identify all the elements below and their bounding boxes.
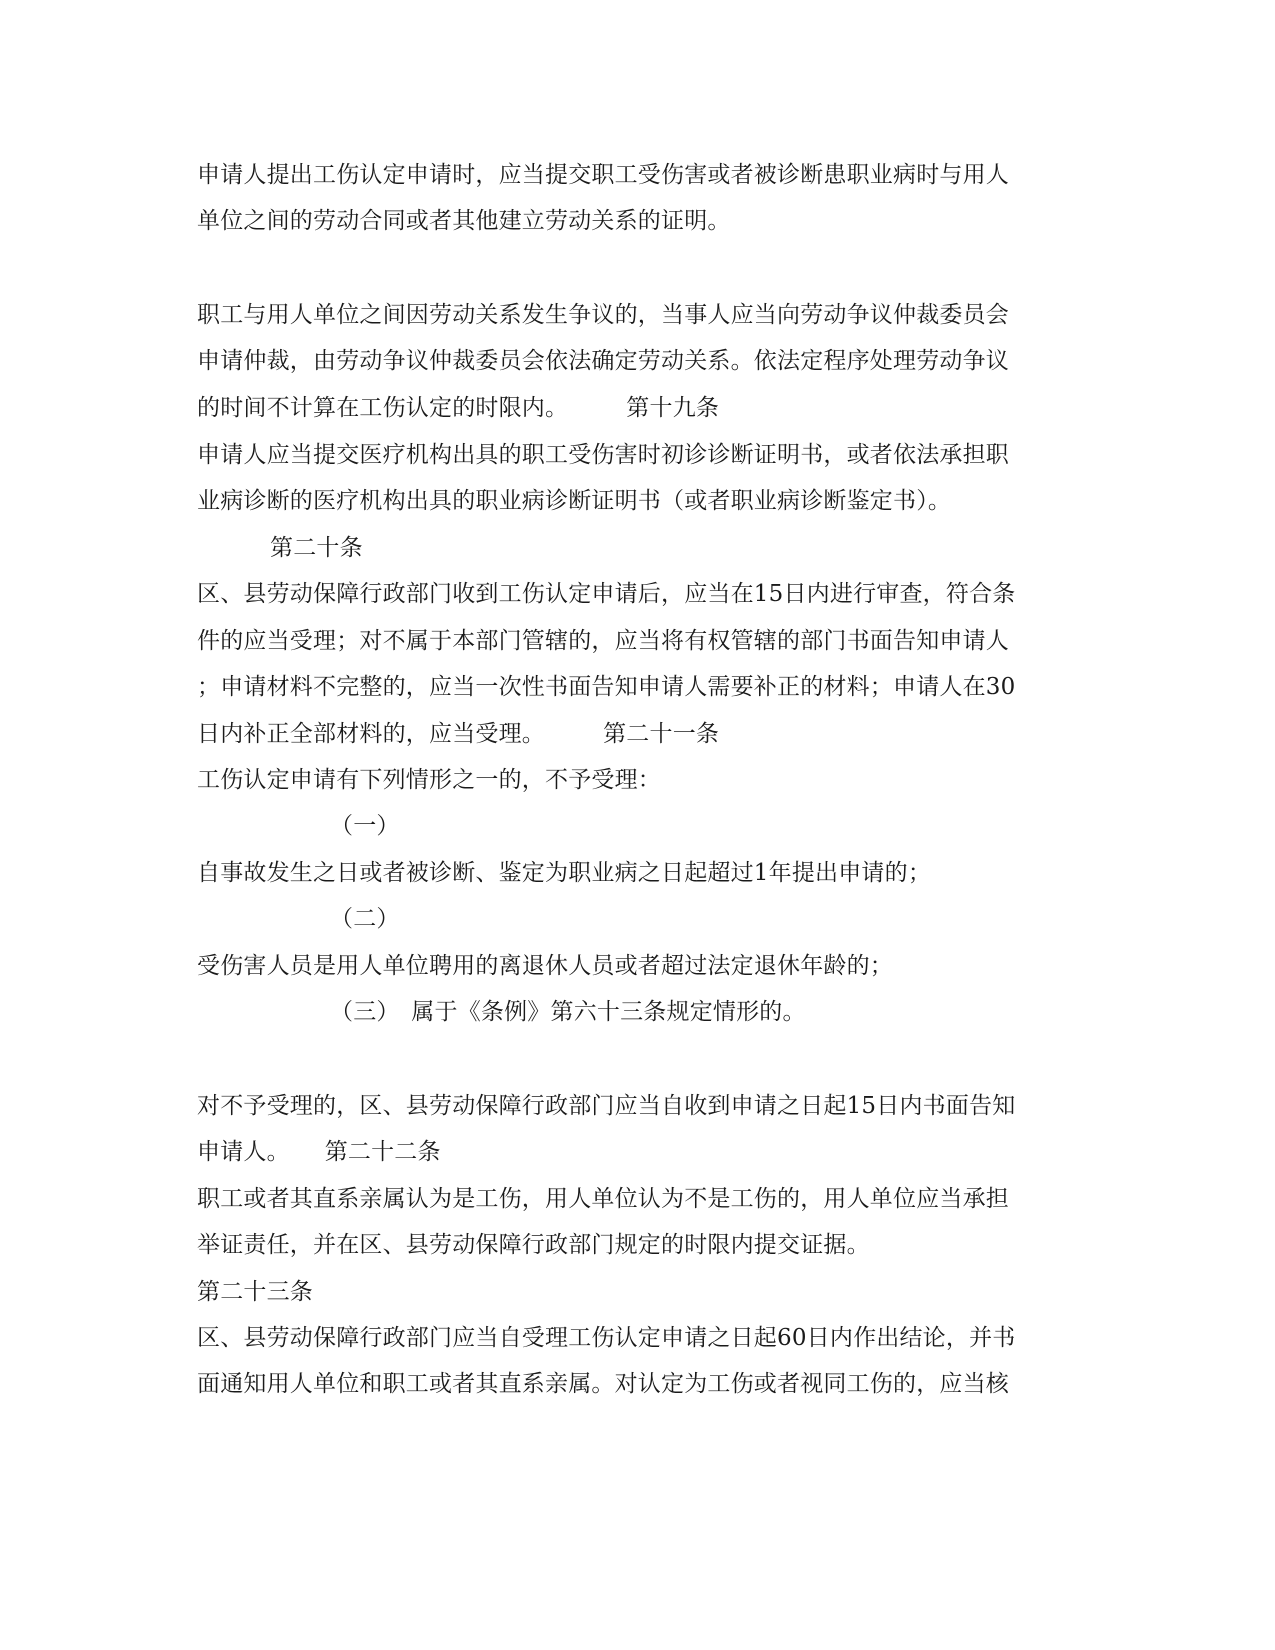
text-line: ；申请材料不完整的，应当一次性书面告知申请人需要补正的材料；申请人在30 [197, 674, 1016, 700]
text-line: 区、县劳动保障行政部门收到工伤认定申请后，应当在15日内进行审查，符合条 [197, 581, 1016, 607]
text-line: 举证责任，并在区、县劳动保障行政部门规定的时限内提交证据。 [197, 1232, 870, 1258]
text-line: （三） 属于《条例》第六十三条规定情形的。 [330, 999, 806, 1025]
text-line: 申请人应当提交医疗机构出具的职工受伤害时初诊诊断证明书，或者依法承担职 [197, 442, 1009, 468]
list-marker: （一） [330, 813, 400, 839]
text-line: 申请仲裁，由劳动争议仲裁委员会依法确定劳动关系。依法定程序处理劳动争议 [197, 348, 1009, 374]
text-line: 日内补正全部材料的，应当受理。 第二十一条 [197, 721, 720, 747]
text-line: 职工或者其直系亲属认为是工伤，用人单位认为不是工伤的，用人单位应当承担 [197, 1186, 1009, 1212]
article-heading: 第二十三条 [197, 1279, 313, 1305]
text-line: 单位之间的劳动合同或者其他建立劳动关系的证明。 [197, 208, 731, 234]
text-line: 受伤害人员是用人单位聘用的离退休人员或者超过法定退休年龄的； [197, 953, 893, 979]
text-line: 职工与用人单位之间因劳动关系发生争议的，当事人应当向劳动争议仲裁委员会 [197, 302, 1009, 328]
text-line: 件的应当受理；对不属于本部门管辖的，应当将有权管辖的部门书面告知申请人 [197, 628, 1009, 654]
text-line: 申请人。 第二十二条 [197, 1139, 441, 1165]
text-line: 对不予受理的，区、县劳动保障行政部门应当自收到申请之日起15日内书面告知 [197, 1093, 1016, 1119]
article-heading: 第二十条 [270, 535, 363, 561]
text-line: 区、县劳动保障行政部门应当自受理工伤认定申请之日起60日内作出结论，并书 [197, 1325, 1016, 1351]
list-marker: （二） [330, 906, 400, 932]
text-line: 工伤认定申请有下列情形之一的，不予受理： [197, 767, 661, 793]
text-line: 业病诊断的医疗机构出具的职业病诊断证明书（或者职业病诊断鉴定书）。 [197, 488, 952, 514]
text-line: 面通知用人单位和职工或者其直系亲属。对认定为工伤或者视同工伤的，应当核 [197, 1371, 1009, 1397]
text-line: 自事故发生之日或者被诊断、鉴定为职业病之日起超过1年提出申请的； [197, 860, 932, 886]
text-line: 申请人提出工伤认定申请时，应当提交职工受伤害或者被诊断患职业病时与用人 [197, 162, 1009, 188]
text-line: 的时间不计算在工伤认定的时限内。 第十九条 [197, 395, 720, 421]
